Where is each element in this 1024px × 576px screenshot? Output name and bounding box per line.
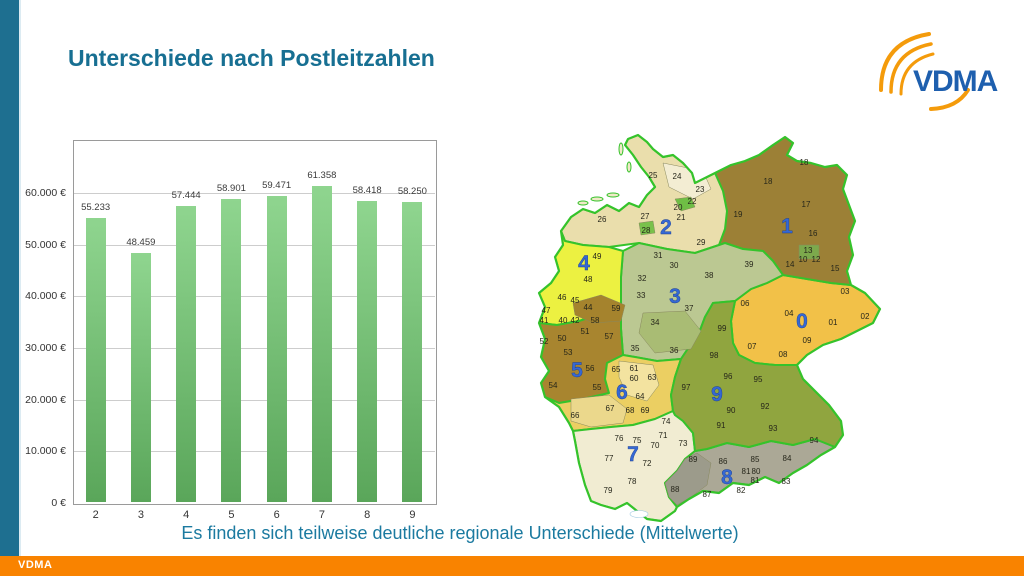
bar [176, 206, 196, 502]
y-axis-tick-label: 50.000 € [25, 238, 66, 251]
plz-region-label: 84 [782, 454, 792, 463]
caption-text: Es finden sich teilweise deutliche regionale Unterschiede (Mittelwerte) [181, 523, 739, 543]
plz-region-label: 14 [785, 260, 795, 269]
plz-region-label: 77 [604, 454, 614, 463]
plz-region-label: 40 [558, 316, 568, 325]
bar [267, 196, 287, 502]
plz-region-label: 71 [658, 431, 668, 440]
x-axis-tick-label: 6 [273, 509, 280, 521]
plz-region-label: 08 [778, 350, 788, 359]
plz-region-label: 02 [860, 312, 870, 321]
plz-region-label: 38 [704, 271, 714, 280]
plz-zone-digit-3: 3 [669, 285, 681, 308]
plz-zone-digit-6: 6 [616, 381, 628, 404]
bar [402, 202, 422, 502]
plz-region-label: 89 [688, 455, 698, 464]
plz-region-label: 16 [808, 229, 818, 238]
plz-region-label: 68 [625, 406, 635, 415]
bar [312, 186, 332, 502]
plz-region-label: 21 [676, 213, 686, 222]
plz-region-label: 64 [635, 392, 645, 401]
plz-region-label: 90 [726, 406, 736, 415]
plz-region-label: 28 [641, 226, 651, 235]
bar-value-label: 48.459 [126, 236, 156, 248]
plz-zone-digit-7: 7 [627, 443, 639, 466]
plz-region-label: 20 [673, 203, 683, 212]
plz-region-label: 98 [709, 351, 719, 360]
plz-region-label: 81 [741, 467, 751, 476]
plz-region-label: 15 [830, 264, 840, 273]
plz-region-label: 01 [828, 318, 838, 327]
plz-region-label: 22 [687, 197, 697, 206]
plz-region-label: 37 [684, 304, 694, 313]
plz-region-label: 27 [640, 212, 650, 221]
plz-region-label: 83 [781, 477, 791, 486]
plz-region-label: 23 [695, 185, 705, 194]
x-axis-tick-label: 5 [228, 509, 235, 521]
bar [86, 218, 106, 502]
plz-zone-digit-0: 0 [796, 310, 808, 333]
plz-region-label: 35 [630, 344, 640, 353]
plz-region-label: 32 [637, 274, 647, 283]
plz-region-label: 48 [583, 275, 593, 284]
island-shape [578, 201, 588, 205]
y-axis-tick-label: 30.000 € [25, 342, 66, 354]
plz-region-label: 33 [636, 291, 646, 300]
plz-region-label: 63 [647, 373, 657, 382]
plz-region-label: 97 [681, 383, 691, 392]
plz-region-label: 39 [744, 260, 754, 269]
bar [221, 199, 241, 502]
island-shape [627, 162, 631, 172]
island-shape [607, 193, 619, 197]
plz-zone-digit-8: 8 [721, 466, 733, 489]
plz-region-label: 30 [669, 261, 679, 270]
plz-region-label: 73 [678, 439, 688, 448]
lake-constance-shape [630, 511, 648, 518]
plz-region-label: 06 [740, 299, 750, 308]
plz-region-label: 04 [784, 309, 794, 318]
bar-value-label: 58.901 [216, 182, 246, 194]
plz-region-label: 91 [716, 421, 726, 430]
plz-region-label: 75 [632, 436, 642, 445]
plz-region-label: 86 [718, 457, 728, 466]
x-axis-tick-label: 3 [137, 509, 144, 521]
germany-plz-map [535, 133, 885, 525]
bar-value-label: 58.418 [352, 185, 382, 197]
plz-region-label: 56 [585, 364, 595, 373]
plz-region-label: 51 [580, 327, 590, 336]
plz-region-label: 47 [541, 306, 551, 315]
plz-region-label: 36 [669, 346, 679, 355]
plz-region-label: 19 [733, 210, 743, 219]
plz-region-label: 34 [650, 318, 660, 327]
y-axis-tick-label: 10.000 € [25, 445, 66, 458]
plz-region-label: 67 [605, 404, 615, 413]
plz-region-label: 09 [802, 336, 812, 345]
plz-region-label: 12 [811, 255, 821, 264]
x-axis-tick-label: 9 [409, 509, 416, 521]
plz-region-label: 88 [670, 485, 680, 494]
plz-region-label: 13 [803, 246, 813, 255]
bar-value-label: 57.444 [171, 190, 201, 202]
plz-region-label: 26 [597, 215, 607, 224]
plz-region-label: 94 [809, 436, 819, 445]
bar-value-label: 59.471 [262, 179, 292, 191]
plz-region-label: 58 [590, 316, 600, 325]
plz-region-label: 60 [629, 374, 639, 383]
plz-region-label: 72 [642, 459, 652, 468]
plz-region-label: 52 [539, 337, 549, 346]
plz-region-label: 79 [603, 486, 613, 495]
plz-region-label: 87 [702, 490, 712, 499]
plz-region-label: 81 [750, 476, 760, 485]
bar-value-label: 58.250 [397, 186, 427, 198]
plz-region-label: 95 [753, 375, 763, 384]
plz-region-label: 85 [750, 455, 760, 464]
footer-bar [0, 556, 1024, 576]
plz-region-label: 29 [696, 238, 706, 247]
plz-region-label: 70 [650, 441, 660, 450]
plz-region-label: 93 [768, 424, 778, 433]
footer-vdma-label: VDMA [18, 559, 53, 571]
plz-region-label: 65 [611, 365, 621, 374]
plz-region-label: 18 [763, 177, 773, 186]
plz-region-label: 76 [614, 434, 624, 443]
plz-region-label: 07 [747, 342, 757, 351]
plz-region-label: 61 [629, 364, 639, 373]
page-title: Unterschiede nach Postleitzahlen [68, 45, 435, 71]
germany-map-svg [535, 133, 885, 525]
x-axis-tick-label: 2 [92, 509, 99, 521]
bar [357, 201, 377, 502]
plz-region-label: 18 [799, 158, 809, 167]
y-axis-tick-label: 40.000 € [25, 290, 66, 303]
plz-region-label: 82 [736, 486, 746, 495]
plz-zones-group [539, 135, 880, 521]
plz-region-label: 74 [661, 417, 671, 426]
plz-zone-digit-5: 5 [571, 359, 583, 382]
bar [131, 253, 151, 502]
plz-region-label: 25 [648, 171, 658, 180]
island-shape [619, 143, 623, 155]
plz-region-label: 17 [801, 200, 811, 209]
plz-region-label: 44 [583, 303, 593, 312]
plz-region-label: 54 [548, 381, 558, 390]
plz-zone-digit-9: 9 [711, 383, 723, 406]
plz-region-label: 80 [751, 467, 761, 476]
plz-zone-digit-1: 1 [781, 215, 793, 238]
plz-region-label: 66 [570, 411, 580, 420]
plz-region-label: 57 [604, 332, 614, 341]
plz-zone-digit-4: 4 [578, 252, 590, 275]
x-axis-tick-label: 4 [183, 509, 190, 521]
plz-region-label: 03 [840, 287, 850, 296]
bar-value-label: 55.233 [81, 201, 111, 213]
x-axis-tick-label: 7 [318, 509, 325, 521]
bar-value-label: 61.358 [307, 169, 337, 181]
plz-region-label: 78 [627, 477, 637, 486]
plz-region-label: 99 [717, 324, 727, 333]
plz-region-label: 45 [570, 296, 580, 305]
x-axis-tick-label: 8 [364, 509, 371, 521]
plz-region-label: 55 [592, 383, 602, 392]
plz-region-label: 49 [592, 252, 602, 261]
island-shape [591, 197, 603, 201]
plz-region-label: 53 [563, 348, 573, 357]
y-axis-tick-label: 20.000 € [25, 393, 66, 406]
plz-region-label: 24 [672, 172, 682, 181]
plz-region-label: 92 [760, 402, 770, 411]
vdma-logo-text: VDMA [913, 65, 998, 98]
plz-region-label: 46 [557, 293, 567, 302]
plz-region-label: 69 [640, 406, 650, 415]
y-axis-tick-label: 60.000 € [25, 187, 66, 199]
plz-region-label: 42 [570, 316, 580, 325]
plz-region-label: 96 [723, 372, 733, 381]
plz-region-label: 50 [557, 334, 567, 343]
plz-zone-digit-2: 2 [660, 216, 672, 239]
y-axis-tick-label: 0 € [51, 497, 66, 509]
plz-region-label: 31 [653, 251, 663, 260]
plz-region-label: 41 [539, 316, 549, 325]
plz-region-label: 10 [798, 255, 808, 264]
plz-region-label: 59 [611, 304, 621, 313]
